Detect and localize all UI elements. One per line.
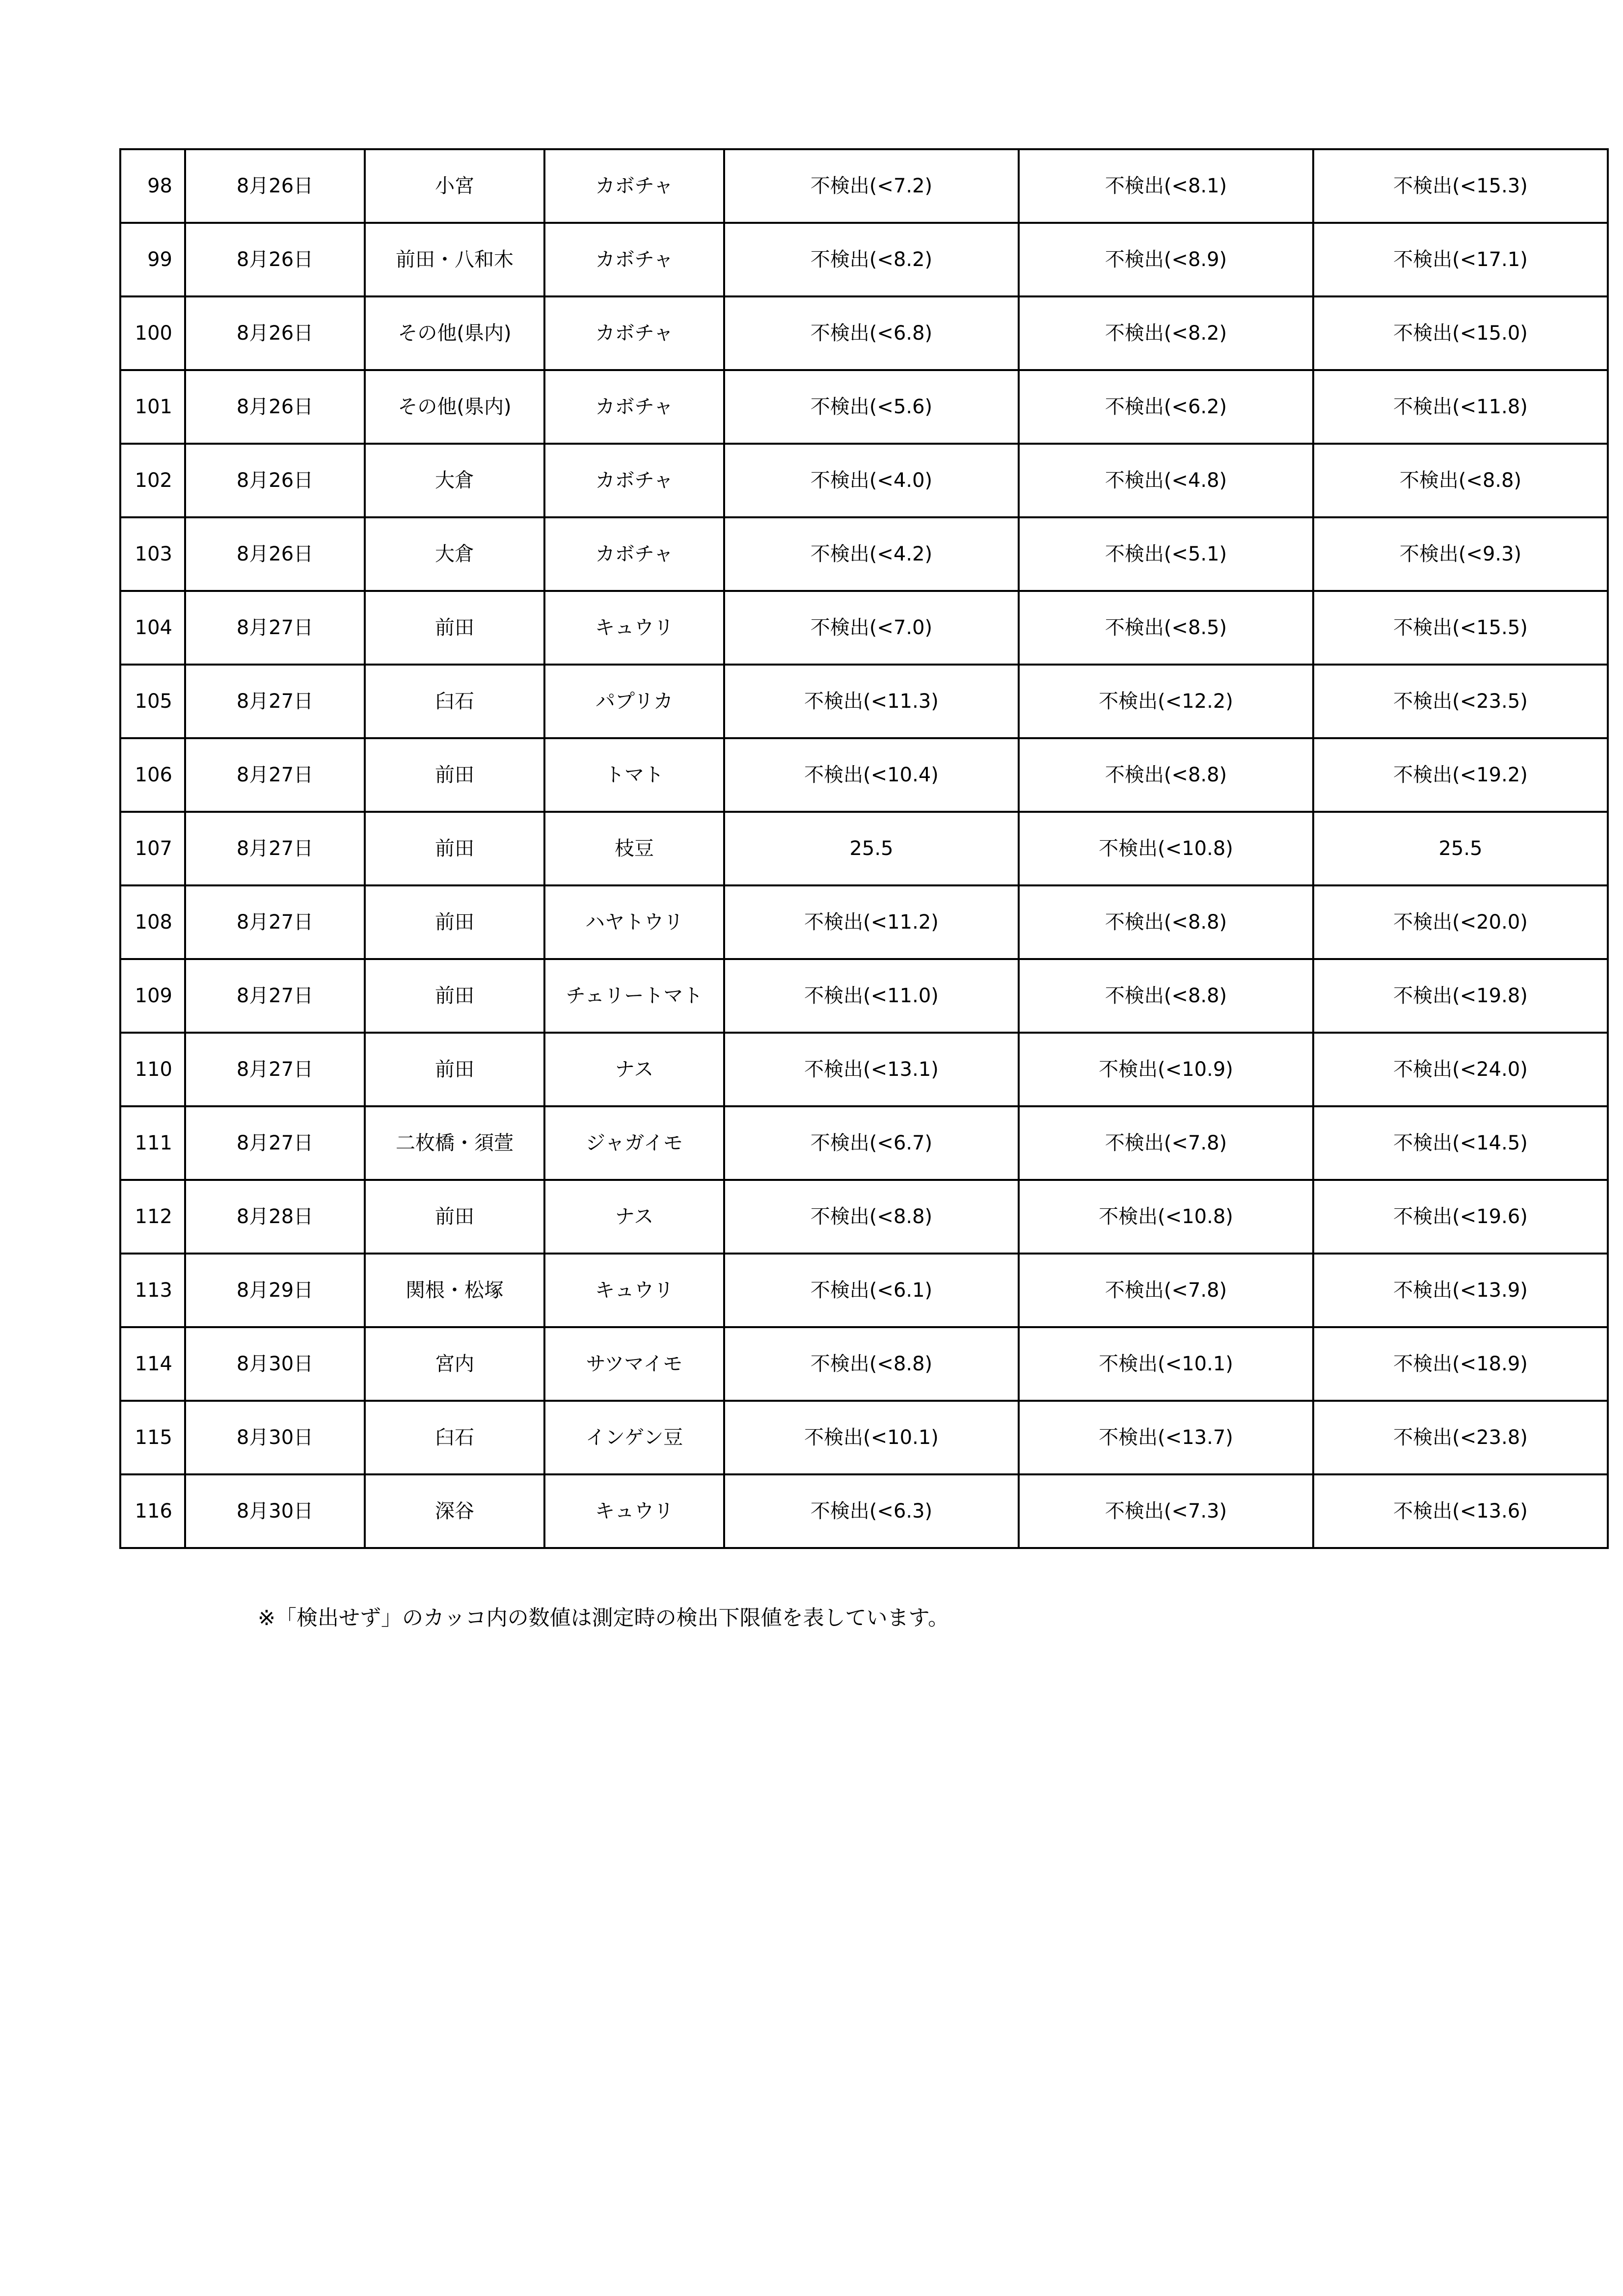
cell-value-2: 不検出(<12.2) <box>1019 665 1313 738</box>
cell-date: 8月26日 <box>185 149 365 223</box>
cell-date: 8月30日 <box>185 1401 365 1474</box>
cell-value-2: 不検出(<8.8) <box>1019 885 1313 959</box>
cell-item: ジャガイモ <box>544 1106 724 1180</box>
table-row <box>120 959 1608 1033</box>
cell-value-3: 不検出(<15.0) <box>1313 296 1608 370</box>
cell-number: 112 <box>120 1180 185 1254</box>
cell-value-2: 不検出(<8.8) <box>1019 738 1313 812</box>
cell-item: キュウリ <box>544 1254 724 1327</box>
cell-value-1: 不検出(<8.2) <box>724 223 1019 296</box>
cell-value-1: 不検出(<8.8) <box>724 1180 1019 1254</box>
cell-item: チェリートマト <box>544 959 724 1033</box>
cell-date: 8月29日 <box>185 1254 365 1327</box>
table-row <box>120 296 1608 370</box>
cell-value-2: 不検出(<10.9) <box>1019 1033 1313 1106</box>
cell-date: 8月26日 <box>185 223 365 296</box>
table-row <box>120 1180 1608 1254</box>
cell-item: カボチャ <box>544 444 724 517</box>
cell-value-1: 不検出(<11.2) <box>724 885 1019 959</box>
cell-value-1: 不検出(<6.1) <box>724 1254 1019 1327</box>
cell-value-2: 不検出(<7.8) <box>1019 1254 1313 1327</box>
cell-value-3: 不検出(<14.5) <box>1313 1106 1608 1180</box>
cell-item: 枝豆 <box>544 812 724 885</box>
cell-value-3: 不検出(<19.2) <box>1313 738 1608 812</box>
cell-area: 関根・松塚 <box>365 1254 544 1327</box>
cell-date: 8月27日 <box>185 959 365 1033</box>
cell-area: 大倉 <box>365 517 544 591</box>
cell-item: パプリカ <box>544 665 724 738</box>
cell-value-2: 不検出(<7.3) <box>1019 1474 1313 1548</box>
cell-number: 116 <box>120 1474 185 1548</box>
cell-value-1: 不検出(<8.8) <box>724 1327 1019 1401</box>
cell-value-2: 不検出(<5.1) <box>1019 517 1313 591</box>
cell-number: 106 <box>120 738 185 812</box>
cell-item: ナス <box>544 1180 724 1254</box>
cell-date: 8月27日 <box>185 885 365 959</box>
cell-value-1: 不検出(<11.3) <box>724 665 1019 738</box>
table-row <box>120 223 1608 296</box>
cell-value-3: 不検出(<15.5) <box>1313 591 1608 665</box>
cell-value-2: 不検出(<10.8) <box>1019 1180 1313 1254</box>
cell-area: 大倉 <box>365 444 544 517</box>
cell-date: 8月27日 <box>185 1106 365 1180</box>
cell-value-1: 不検出(<6.7) <box>724 1106 1019 1180</box>
cell-value-2: 不検出(<8.8) <box>1019 959 1313 1033</box>
cell-value-2: 不検出(<8.5) <box>1019 591 1313 665</box>
cell-value-3: 不検出(<19.8) <box>1313 959 1608 1033</box>
cell-item: カボチャ <box>544 223 724 296</box>
cell-item: ナス <box>544 1033 724 1106</box>
cell-number: 103 <box>120 517 185 591</box>
cell-date: 8月26日 <box>185 444 365 517</box>
cell-item: インゲン豆 <box>544 1401 724 1474</box>
cell-area: 臼石 <box>365 665 544 738</box>
cell-value-2: 不検出(<8.1) <box>1019 149 1313 223</box>
cell-date: 8月27日 <box>185 665 365 738</box>
cell-area: 前田 <box>365 1180 544 1254</box>
cell-value-3: 不検出(<17.1) <box>1313 223 1608 296</box>
table-row <box>120 738 1608 812</box>
cell-item: ハヤトウリ <box>544 885 724 959</box>
cell-value-1: 不検出(<6.3) <box>724 1474 1019 1548</box>
cell-date: 8月27日 <box>185 812 365 885</box>
cell-value-3: 不検出(<23.8) <box>1313 1401 1608 1474</box>
table-row <box>120 1033 1608 1106</box>
cell-number: 105 <box>120 665 185 738</box>
cell-value-1: 不検出(<10.1) <box>724 1401 1019 1474</box>
cell-value-1: 不検出(<5.6) <box>724 370 1019 444</box>
cell-item: キュウリ <box>544 591 724 665</box>
cell-area: 臼石 <box>365 1401 544 1474</box>
cell-number: 102 <box>120 444 185 517</box>
cell-area: その他(県内) <box>365 370 544 444</box>
cell-value-1: 不検出(<7.0) <box>724 591 1019 665</box>
table-row <box>120 1327 1608 1401</box>
footnote: ※「検出せず」のカッコ内の数値は測定時の検出下限値を表しています。 <box>258 1606 949 1630</box>
cell-area: 小宮 <box>365 149 544 223</box>
cell-area: 二枚橋・須萱 <box>365 1106 544 1180</box>
cell-number: 109 <box>120 959 185 1033</box>
cell-value-2: 不検出(<6.2) <box>1019 370 1313 444</box>
cell-date: 8月27日 <box>185 1033 365 1106</box>
cell-number: 98 <box>120 149 185 223</box>
cell-area: 宮内 <box>365 1327 544 1401</box>
cell-area: その他(県内) <box>365 296 544 370</box>
table-row <box>120 885 1608 959</box>
table-row <box>120 591 1608 665</box>
cell-area: 前田 <box>365 1033 544 1106</box>
table-row <box>120 812 1608 885</box>
table-row <box>120 1254 1608 1327</box>
cell-value-2: 不検出(<8.9) <box>1019 223 1313 296</box>
results-table-body <box>120 149 1608 1548</box>
cell-number: 107 <box>120 812 185 885</box>
cell-date: 8月27日 <box>185 738 365 812</box>
cell-value-3: 不検出(<15.3) <box>1313 149 1608 223</box>
table-row <box>120 517 1608 591</box>
cell-area: 深谷 <box>365 1474 544 1548</box>
table-row <box>120 665 1608 738</box>
cell-value-3: 不検出(<13.9) <box>1313 1254 1608 1327</box>
cell-number: 100 <box>120 296 185 370</box>
cell-value-1: 不検出(<6.8) <box>724 296 1019 370</box>
cell-value-2: 不検出(<13.7) <box>1019 1401 1313 1474</box>
cell-value-3: 不検出(<20.0) <box>1313 885 1608 959</box>
cell-number: 110 <box>120 1033 185 1106</box>
cell-number: 115 <box>120 1401 185 1474</box>
cell-date: 8月26日 <box>185 296 365 370</box>
cell-area: 前田 <box>365 591 544 665</box>
cell-value-1: 不検出(<13.1) <box>724 1033 1019 1106</box>
cell-value-1: 不検出(<10.4) <box>724 738 1019 812</box>
cell-area: 前田 <box>365 812 544 885</box>
cell-number: 104 <box>120 591 185 665</box>
cell-item: カボチャ <box>544 296 724 370</box>
cell-item: トマト <box>544 738 724 812</box>
table-row <box>120 149 1608 223</box>
cell-value-1: 不検出(<4.2) <box>724 517 1019 591</box>
cell-area: 前田 <box>365 959 544 1033</box>
table-row <box>120 1474 1608 1548</box>
table-row <box>120 370 1608 444</box>
cell-value-3: 25.5 <box>1313 812 1608 885</box>
cell-item: キュウリ <box>544 1474 724 1548</box>
cell-date: 8月28日 <box>185 1180 365 1254</box>
cell-number: 108 <box>120 885 185 959</box>
cell-number: 114 <box>120 1327 185 1401</box>
cell-area: 前田 <box>365 885 544 959</box>
table-row <box>120 1401 1608 1474</box>
cell-value-1: 25.5 <box>724 812 1019 885</box>
cell-number: 101 <box>120 370 185 444</box>
cell-number: 111 <box>120 1106 185 1180</box>
cell-date: 8月26日 <box>185 517 365 591</box>
cell-item: サツマイモ <box>544 1327 724 1401</box>
cell-item: カボチャ <box>544 517 724 591</box>
cell-date: 8月30日 <box>185 1327 365 1401</box>
cell-value-3: 不検出(<13.6) <box>1313 1474 1608 1548</box>
cell-date: 8月26日 <box>185 370 365 444</box>
cell-value-2: 不検出(<10.1) <box>1019 1327 1313 1401</box>
cell-number: 99 <box>120 223 185 296</box>
cell-value-1: 不検出(<7.2) <box>724 149 1019 223</box>
cell-value-3: 不検出(<9.3) <box>1313 517 1608 591</box>
cell-item: カボチャ <box>544 370 724 444</box>
cell-number: 113 <box>120 1254 185 1327</box>
cell-value-3: 不検出(<11.8) <box>1313 370 1608 444</box>
cell-date: 8月30日 <box>185 1474 365 1548</box>
cell-value-1: 不検出(<11.0) <box>724 959 1019 1033</box>
cell-area: 前田 <box>365 738 544 812</box>
cell-value-3: 不検出(<23.5) <box>1313 665 1608 738</box>
table-row <box>120 444 1608 517</box>
cell-value-2: 不検出(<4.8) <box>1019 444 1313 517</box>
cell-value-3: 不検出(<24.0) <box>1313 1033 1608 1106</box>
table-row <box>120 1106 1608 1180</box>
cell-area: 前田・八和木 <box>365 223 544 296</box>
cell-value-3: 不検出(<18.9) <box>1313 1327 1608 1401</box>
cell-value-2: 不検出(<10.8) <box>1019 812 1313 885</box>
cell-value-1: 不検出(<4.0) <box>724 444 1019 517</box>
cell-value-2: 不検出(<8.2) <box>1019 296 1313 370</box>
cell-value-2: 不検出(<7.8) <box>1019 1106 1313 1180</box>
cell-date: 8月27日 <box>185 591 365 665</box>
cell-value-3: 不検出(<8.8) <box>1313 444 1608 517</box>
results-table <box>119 148 1609 1549</box>
cell-value-3: 不検出(<19.6) <box>1313 1180 1608 1254</box>
cell-item: カボチャ <box>544 149 724 223</box>
